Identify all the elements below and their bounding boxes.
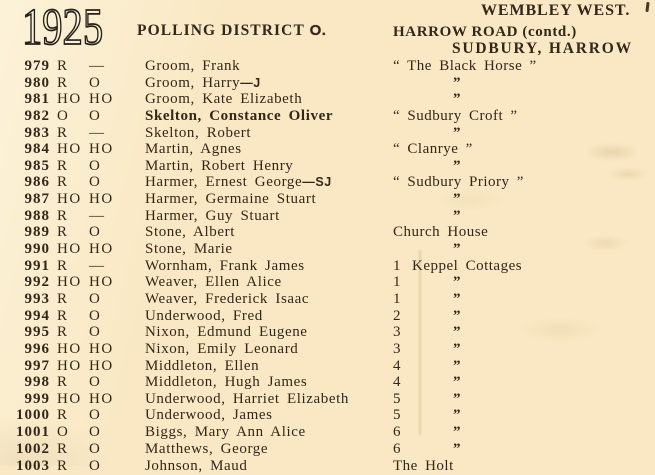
ditto-mark: ” xyxy=(453,307,462,324)
elector-name: Weaver, Frederick Isaac xyxy=(145,290,310,307)
elector-number: 987 xyxy=(24,191,50,208)
franchise-code-parliamentary: HO xyxy=(57,357,82,374)
elector-name: Weaver, Ellen Alice xyxy=(145,274,282,291)
elector-name: Biggs, Mary Ann Alice xyxy=(145,424,306,441)
franchise-code-local: HO xyxy=(89,191,114,208)
elector-name: Nixon, Emily Leonard xyxy=(145,340,299,357)
elector-number: 994 xyxy=(24,307,50,324)
franchise-code-local: O xyxy=(89,424,102,441)
ditto-mark: ” xyxy=(453,124,462,141)
register-list xyxy=(0,58,655,475)
ditto-mark: ” xyxy=(453,440,462,457)
elector-name: Middleton, Hugh James xyxy=(145,374,308,391)
register-row xyxy=(0,174,655,191)
franchise-code-parliamentary: HO xyxy=(57,191,82,208)
register-row xyxy=(0,91,655,108)
franchise-code-local: — xyxy=(89,207,106,224)
ditto-mark: ” xyxy=(453,424,462,441)
elector-name: Groom, Frank xyxy=(145,58,241,74)
franchise-code-local: HO xyxy=(89,241,114,258)
elector-name: Harmer, Germaine Stuart xyxy=(145,191,317,208)
elector-number: 984 xyxy=(24,141,50,158)
elector-name: Middleton, Ellen xyxy=(145,357,260,374)
address-cell xyxy=(393,58,655,75)
elector-number: 993 xyxy=(24,290,50,307)
elector-name: Nixon, Edmund Eugene xyxy=(145,324,308,341)
address-cell xyxy=(393,341,655,358)
register-row xyxy=(0,374,655,391)
register-row xyxy=(0,241,655,258)
ditto-mark: ” xyxy=(453,274,462,291)
elector-number: 996 xyxy=(24,340,50,357)
address-text: Keppel Cottages xyxy=(412,257,523,274)
elector-name-suffix: —J xyxy=(240,75,261,90)
ditto-mark: ” xyxy=(453,390,462,407)
franchise-code-local: O xyxy=(89,324,102,341)
address-cell xyxy=(393,241,655,258)
register-row xyxy=(0,441,655,458)
register-row xyxy=(0,208,655,225)
franchise-code-local: O xyxy=(89,224,102,241)
franchise-code-local: — xyxy=(89,58,106,74)
elector-number: 989 xyxy=(24,224,50,241)
house-number: 5 xyxy=(393,390,401,407)
elector-name: Wornham, Frank James xyxy=(145,257,305,274)
house-number: 4 xyxy=(393,374,401,391)
franchise-code-parliamentary: R xyxy=(57,174,69,191)
franchise-code-local: HO xyxy=(89,91,114,108)
franchise-code-local: O xyxy=(89,407,102,424)
ditto-mark: ” xyxy=(453,374,462,391)
address-cell xyxy=(393,174,655,191)
register-row xyxy=(0,324,655,341)
polling-district-label: POLLING DISTRICT xyxy=(137,22,305,39)
franchise-code-local: O xyxy=(89,174,102,191)
address-cell xyxy=(393,125,655,142)
elector-name: Underwood, James xyxy=(145,407,273,424)
house-number: 5 xyxy=(393,407,401,424)
register-row xyxy=(0,191,655,208)
elector-name: Johnson, Maud xyxy=(145,458,248,475)
polling-district-heading xyxy=(137,22,326,40)
franchise-code-parliamentary: R xyxy=(57,440,69,457)
ditto-mark: ” xyxy=(453,157,462,174)
address-cell xyxy=(393,258,655,275)
franchise-code-local: O xyxy=(89,157,102,174)
franchise-code-parliamentary: R xyxy=(57,74,69,91)
register-row xyxy=(0,58,655,75)
address-cell xyxy=(393,358,655,375)
ditto-mark: ” xyxy=(453,207,462,224)
franchise-code-parliamentary: R xyxy=(57,207,69,224)
register-row xyxy=(0,291,655,308)
franchise-code-local: O xyxy=(89,107,102,124)
franchise-code-local: O xyxy=(89,290,102,307)
elector-name: Harmer, Guy Stuart xyxy=(145,207,280,224)
address-cell xyxy=(393,191,655,208)
elector-name: Martin, Agnes xyxy=(145,141,242,158)
elector-number: 992 xyxy=(24,274,50,291)
street-heading-line1: HARROW ROAD (contd.) xyxy=(393,24,577,40)
address-cell xyxy=(393,308,655,325)
franchise-code-local: HO xyxy=(89,340,114,357)
franchise-code-parliamentary: R xyxy=(57,124,69,141)
address-text: “ The Black Horse ” xyxy=(393,58,537,74)
address-cell xyxy=(393,91,655,108)
elector-name: Harmer, Ernest George—SJ xyxy=(145,174,332,191)
elector-name: Underwood, Fred xyxy=(145,307,263,324)
address-text: “ Sudbury Priory ” xyxy=(393,174,524,191)
address-cell xyxy=(393,291,655,308)
house-number: 3 xyxy=(393,324,401,341)
address-cell xyxy=(393,141,655,158)
register-row xyxy=(0,274,655,291)
franchise-code-local: HO xyxy=(89,357,114,374)
street-heading-line2: SUDBURY, HARROW xyxy=(452,40,633,57)
ditto-mark: ” xyxy=(453,74,462,91)
year-heading: 1925 xyxy=(22,0,104,56)
elector-name: Stone, Albert xyxy=(145,224,235,241)
franchise-code-parliamentary: R xyxy=(57,224,69,241)
register-row xyxy=(0,108,655,125)
house-number: 2 xyxy=(393,307,401,324)
franchise-code-parliamentary: HO xyxy=(57,241,82,258)
franchise-code-local: O xyxy=(89,307,102,324)
elector-number: 999 xyxy=(24,390,50,407)
elector-number: 990 xyxy=(24,241,50,258)
house-number: 6 xyxy=(393,424,401,441)
ditto-mark: ” xyxy=(453,324,462,341)
ditto-mark: ” xyxy=(453,191,462,208)
franchise-code-parliamentary: HO xyxy=(57,141,82,158)
address-cell xyxy=(393,75,655,92)
elector-name: Skelton, Constance Oliver xyxy=(145,107,334,124)
elector-number: 985 xyxy=(24,157,50,174)
ditto-mark: ” xyxy=(453,290,462,307)
elector-number: 995 xyxy=(24,324,50,341)
address-cell xyxy=(393,458,655,475)
house-number: 3 xyxy=(393,340,401,357)
elector-number: 1001 xyxy=(16,424,50,441)
franchise-code-parliamentary: HO xyxy=(57,340,82,357)
elector-name: Groom, Kate Elizabeth xyxy=(145,91,303,108)
elector-name: Martin, Robert Henry xyxy=(145,157,294,174)
house-number: 1 xyxy=(393,290,401,307)
franchise-code-parliamentary: R xyxy=(57,458,69,475)
register-row xyxy=(0,141,655,158)
franchise-code-parliamentary: HO xyxy=(57,91,82,108)
house-number: 4 xyxy=(393,357,401,374)
elector-number: 982 xyxy=(24,107,50,124)
house-number: 1 xyxy=(393,274,401,291)
franchise-code-local: — xyxy=(89,124,106,141)
address-cell xyxy=(393,274,655,291)
address-cell xyxy=(393,391,655,408)
franchise-code-local: O xyxy=(89,374,102,391)
franchise-code-local: HO xyxy=(89,274,114,291)
franchise-code-parliamentary: O xyxy=(57,424,70,441)
elector-number: 1002 xyxy=(16,440,50,457)
elector-name: Stone, Marie xyxy=(145,241,233,258)
address-text: The Holt xyxy=(393,458,454,475)
franchise-code-local: HO xyxy=(89,141,114,158)
franchise-code-local: — xyxy=(89,257,106,274)
elector-name: Skelton, Robert xyxy=(145,124,252,141)
franchise-code-parliamentary: R xyxy=(57,307,69,324)
elector-name: Groom, Harry—J xyxy=(145,74,261,91)
franchise-code-parliamentary: O xyxy=(57,107,70,124)
register-row xyxy=(0,158,655,175)
register-row xyxy=(0,458,655,475)
franchise-code-parliamentary: R xyxy=(57,58,69,74)
elector-number: 986 xyxy=(24,174,50,191)
franchise-code-parliamentary: HO xyxy=(57,274,82,291)
register-row xyxy=(0,125,655,142)
franchise-code-local: HO xyxy=(89,390,114,407)
elector-number: 1000 xyxy=(16,407,50,424)
address-cell xyxy=(393,441,655,458)
ditto-mark: ” xyxy=(453,340,462,357)
address-cell xyxy=(393,424,655,441)
elector-number: 979 xyxy=(24,58,50,74)
franchise-code-parliamentary: R xyxy=(57,157,69,174)
franchise-code-local: O xyxy=(89,440,102,457)
register-row xyxy=(0,341,655,358)
elector-name: Underwood, Harriet Elizabeth xyxy=(145,390,349,407)
franchise-code-parliamentary: R xyxy=(57,290,69,307)
constituency-heading: WEMBLEY WEST. xyxy=(481,2,631,19)
register-row xyxy=(0,358,655,375)
elector-number: 980 xyxy=(24,74,50,91)
house-number: 6 xyxy=(393,440,401,457)
register-row xyxy=(0,224,655,241)
elector-name-suffix: —SJ xyxy=(302,175,332,190)
register-row xyxy=(0,75,655,92)
elector-number: 997 xyxy=(24,357,50,374)
address-cell xyxy=(393,407,655,424)
page-corner-mark xyxy=(645,2,649,12)
address-cell xyxy=(393,324,655,341)
ditto-mark: ” xyxy=(453,91,462,108)
elector-number: 981 xyxy=(24,91,50,108)
franchise-code-local: O xyxy=(89,458,102,475)
address-cell xyxy=(393,224,655,241)
address-cell xyxy=(393,208,655,225)
franchise-code-parliamentary: R xyxy=(57,324,69,341)
elector-number: 983 xyxy=(24,124,50,141)
franchise-code-local: O xyxy=(89,74,102,91)
house-number: 1 xyxy=(393,257,401,274)
ditto-mark: ” xyxy=(453,407,462,424)
address-text: “ Sudbury Croft ” xyxy=(393,107,518,124)
address-text: Church House xyxy=(393,224,489,241)
franchise-code-parliamentary: R xyxy=(57,407,69,424)
franchise-code-parliamentary: R xyxy=(57,374,69,391)
ditto-mark: ” xyxy=(453,241,462,258)
address-cell xyxy=(393,374,655,391)
elector-name: Matthews, George xyxy=(145,440,269,457)
register-row xyxy=(0,258,655,275)
register-row xyxy=(0,308,655,325)
elector-number: 998 xyxy=(24,374,50,391)
address-cell xyxy=(393,108,655,125)
elector-number: 1003 xyxy=(16,458,50,475)
ditto-mark: ” xyxy=(453,357,462,374)
register-row xyxy=(0,424,655,441)
register-row xyxy=(0,391,655,408)
franchise-code-parliamentary: HO xyxy=(57,390,82,407)
address-text: “ Clanrye ” xyxy=(393,141,473,158)
elector-number: 988 xyxy=(24,207,50,224)
elector-number: 991 xyxy=(24,257,50,274)
franchise-code-parliamentary: R xyxy=(57,257,69,274)
register-row xyxy=(0,407,655,424)
polling-district-letter: O. xyxy=(309,22,327,39)
address-cell xyxy=(393,158,655,175)
